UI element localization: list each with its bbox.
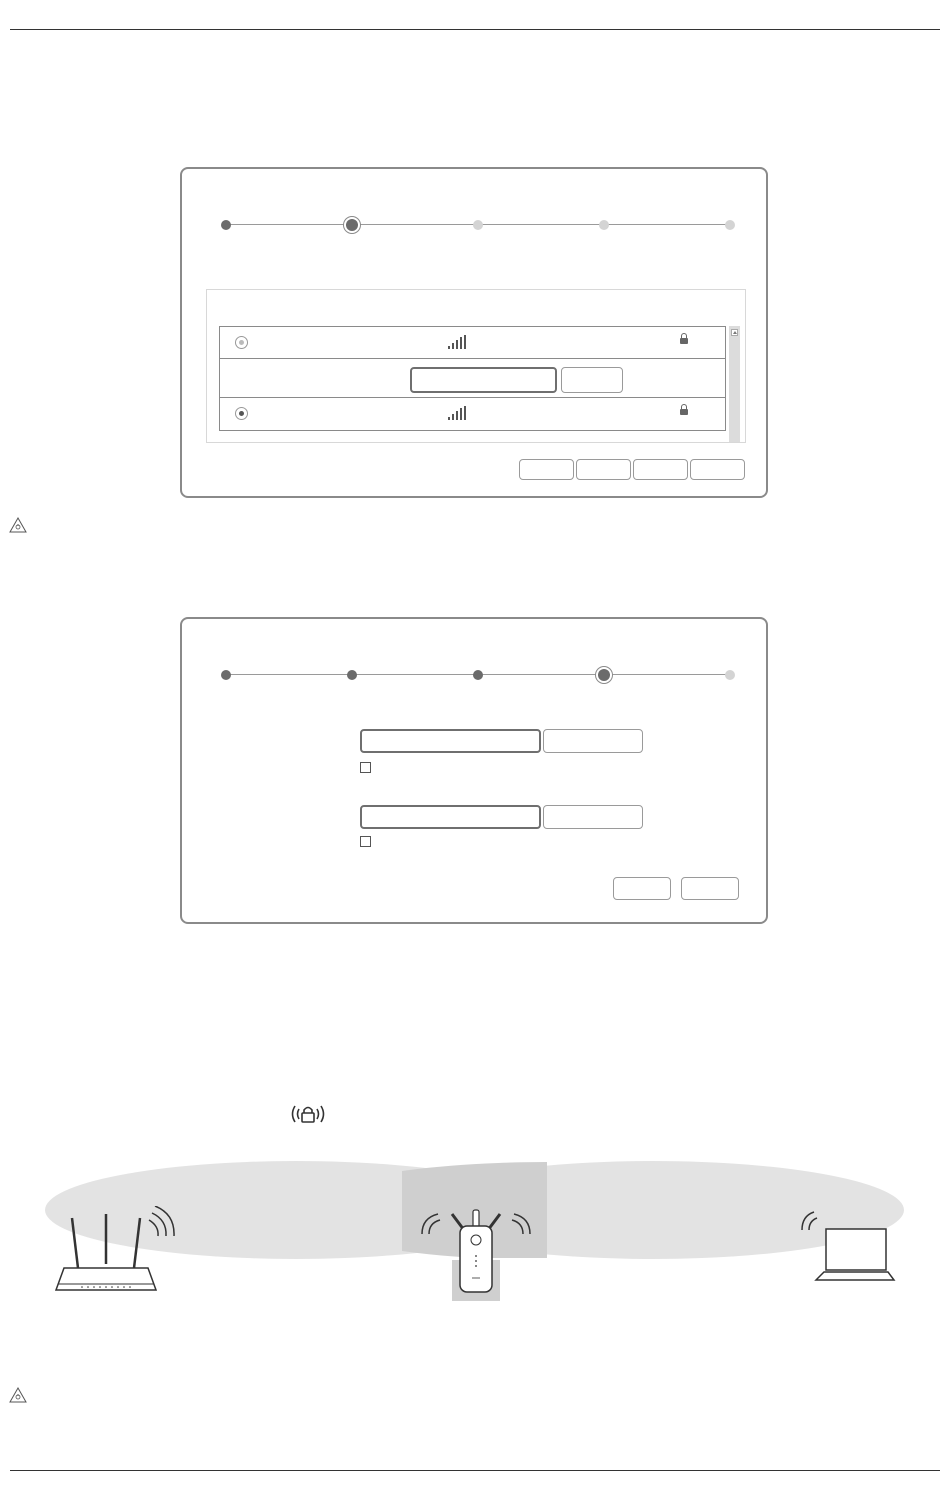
- network-name-input-1[interactable]: [360, 729, 541, 753]
- copy-button-1[interactable]: [543, 729, 643, 753]
- footer-button-2[interactable]: [576, 459, 631, 480]
- copy-button-2[interactable]: [543, 805, 643, 829]
- wireless-lock-icon: [289, 1103, 327, 1125]
- signal-strength-icon: [448, 406, 466, 420]
- next-button[interactable]: [681, 877, 739, 900]
- network-select-panel: [180, 167, 768, 498]
- step-3-dot: [473, 670, 483, 680]
- network-row[interactable]: [219, 326, 726, 359]
- network-radio-selected[interactable]: [235, 407, 248, 420]
- step-1-dot: [221, 220, 231, 230]
- password-input[interactable]: [410, 367, 557, 393]
- network-row-expanded: [219, 359, 726, 398]
- range-extender-icon: [420, 1206, 532, 1302]
- extended-network-panel: [180, 617, 768, 924]
- connect-button[interactable]: [561, 367, 623, 393]
- step-2-dot-current: [346, 219, 358, 231]
- step-3-dot: [473, 220, 483, 230]
- network-radio[interactable]: [235, 336, 248, 349]
- option-checkbox-2[interactable]: [360, 836, 371, 847]
- footer-button-3[interactable]: [633, 459, 688, 480]
- footer-button-1[interactable]: [519, 459, 574, 480]
- network-list: [219, 326, 726, 431]
- progress-stepper: [226, 219, 730, 231]
- footer-button-4[interactable]: [690, 459, 745, 480]
- step-4-dot-current: [598, 669, 610, 681]
- scroll-up-arrow-icon[interactable]: [731, 329, 738, 336]
- step-2-dot: [347, 670, 357, 680]
- lock-icon: [680, 338, 688, 344]
- signal-strength-icon: [448, 335, 466, 349]
- option-checkbox-1[interactable]: [360, 762, 371, 773]
- network-name-input-2[interactable]: [360, 805, 541, 829]
- network-list-box: [206, 289, 746, 443]
- step-5-dot: [725, 220, 735, 230]
- step-5-dot: [725, 670, 735, 680]
- laptop-icon: [798, 1206, 896, 1282]
- step-1-dot: [221, 670, 231, 680]
- network-row[interactable]: [219, 398, 726, 431]
- router-icon: [52, 1206, 177, 1298]
- warning-triangle-icon: [9, 517, 27, 533]
- top-rule: [10, 29, 940, 30]
- warning-triangle-icon: [9, 1387, 27, 1403]
- step-4-dot: [599, 220, 609, 230]
- back-button[interactable]: [613, 877, 671, 900]
- lock-icon: [680, 409, 688, 415]
- list-scrollbar[interactable]: [729, 326, 740, 443]
- bottom-rule: [10, 1470, 940, 1471]
- progress-stepper: [226, 669, 730, 681]
